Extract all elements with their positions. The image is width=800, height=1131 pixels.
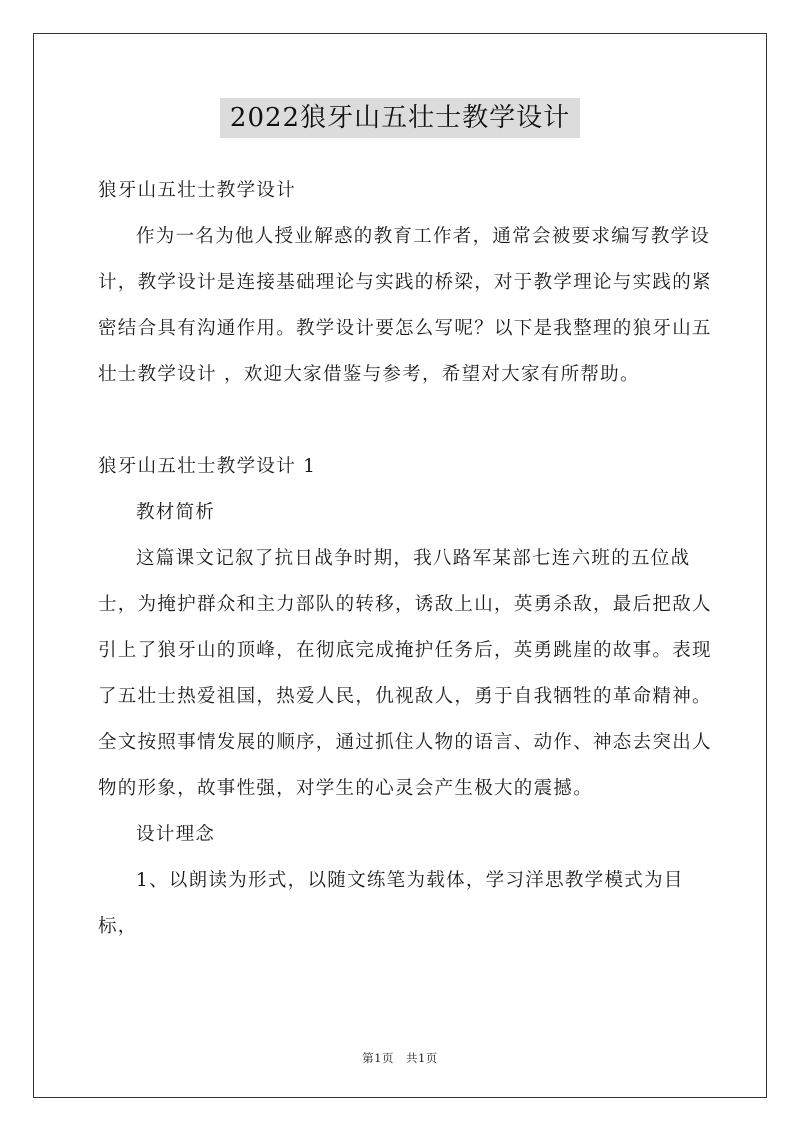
concept-heading: 设计理念	[136, 824, 216, 845]
document-title-wrapper	[0, 98, 800, 138]
textbook-heading: 教材简析	[136, 502, 216, 523]
textbook-paragraph: 这篇课文记叙了抗日战争时期，我八路军某部七连六班的五位战士，为掩护群众和主力部队的转移，诱敌上山，英勇杀敌，最后把敌人引上了狼牙山的顶峰，在彻底完成掩护任务后，英勇跳崖的故事。表现了五壮士热爱祖国，热爱人民，仇视敌人，勇于自我牺牲的革命精神。全文按照事情发展的顺序，通过抓住人物的语言、动作、神态去突出人物的形象，故事性强，对学生的心灵会产生极大的震撼。	[98, 548, 712, 799]
document-subtitle: 狼牙山五壮士教学设计	[98, 180, 297, 201]
section-title: 狼牙山五壮士教学设计 1	[98, 456, 317, 477]
intro-paragraph: 作为一名为他人授业解惑的教育工作者，通常会被要求编写教学设计，教学设计是连接基础理论与实践的桥梁，对于教学理论与实践的紧密结合具有沟通作用。教学设计要怎么写呢？以下是我整理的狼牙山五壮士教学设计 ，欢迎大家借鉴与参考，希望对大家有所帮助。	[98, 226, 712, 385]
document-title: 2022狼牙山五壮士教学设计	[220, 98, 580, 138]
page-footer: 第1页 共1页	[362, 1051, 438, 1065]
concept-item-1: 1、以朗读为形式，以随文练笔为载体，学习洋思教学模式为目标，	[98, 870, 684, 937]
document-body	[98, 168, 712, 950]
